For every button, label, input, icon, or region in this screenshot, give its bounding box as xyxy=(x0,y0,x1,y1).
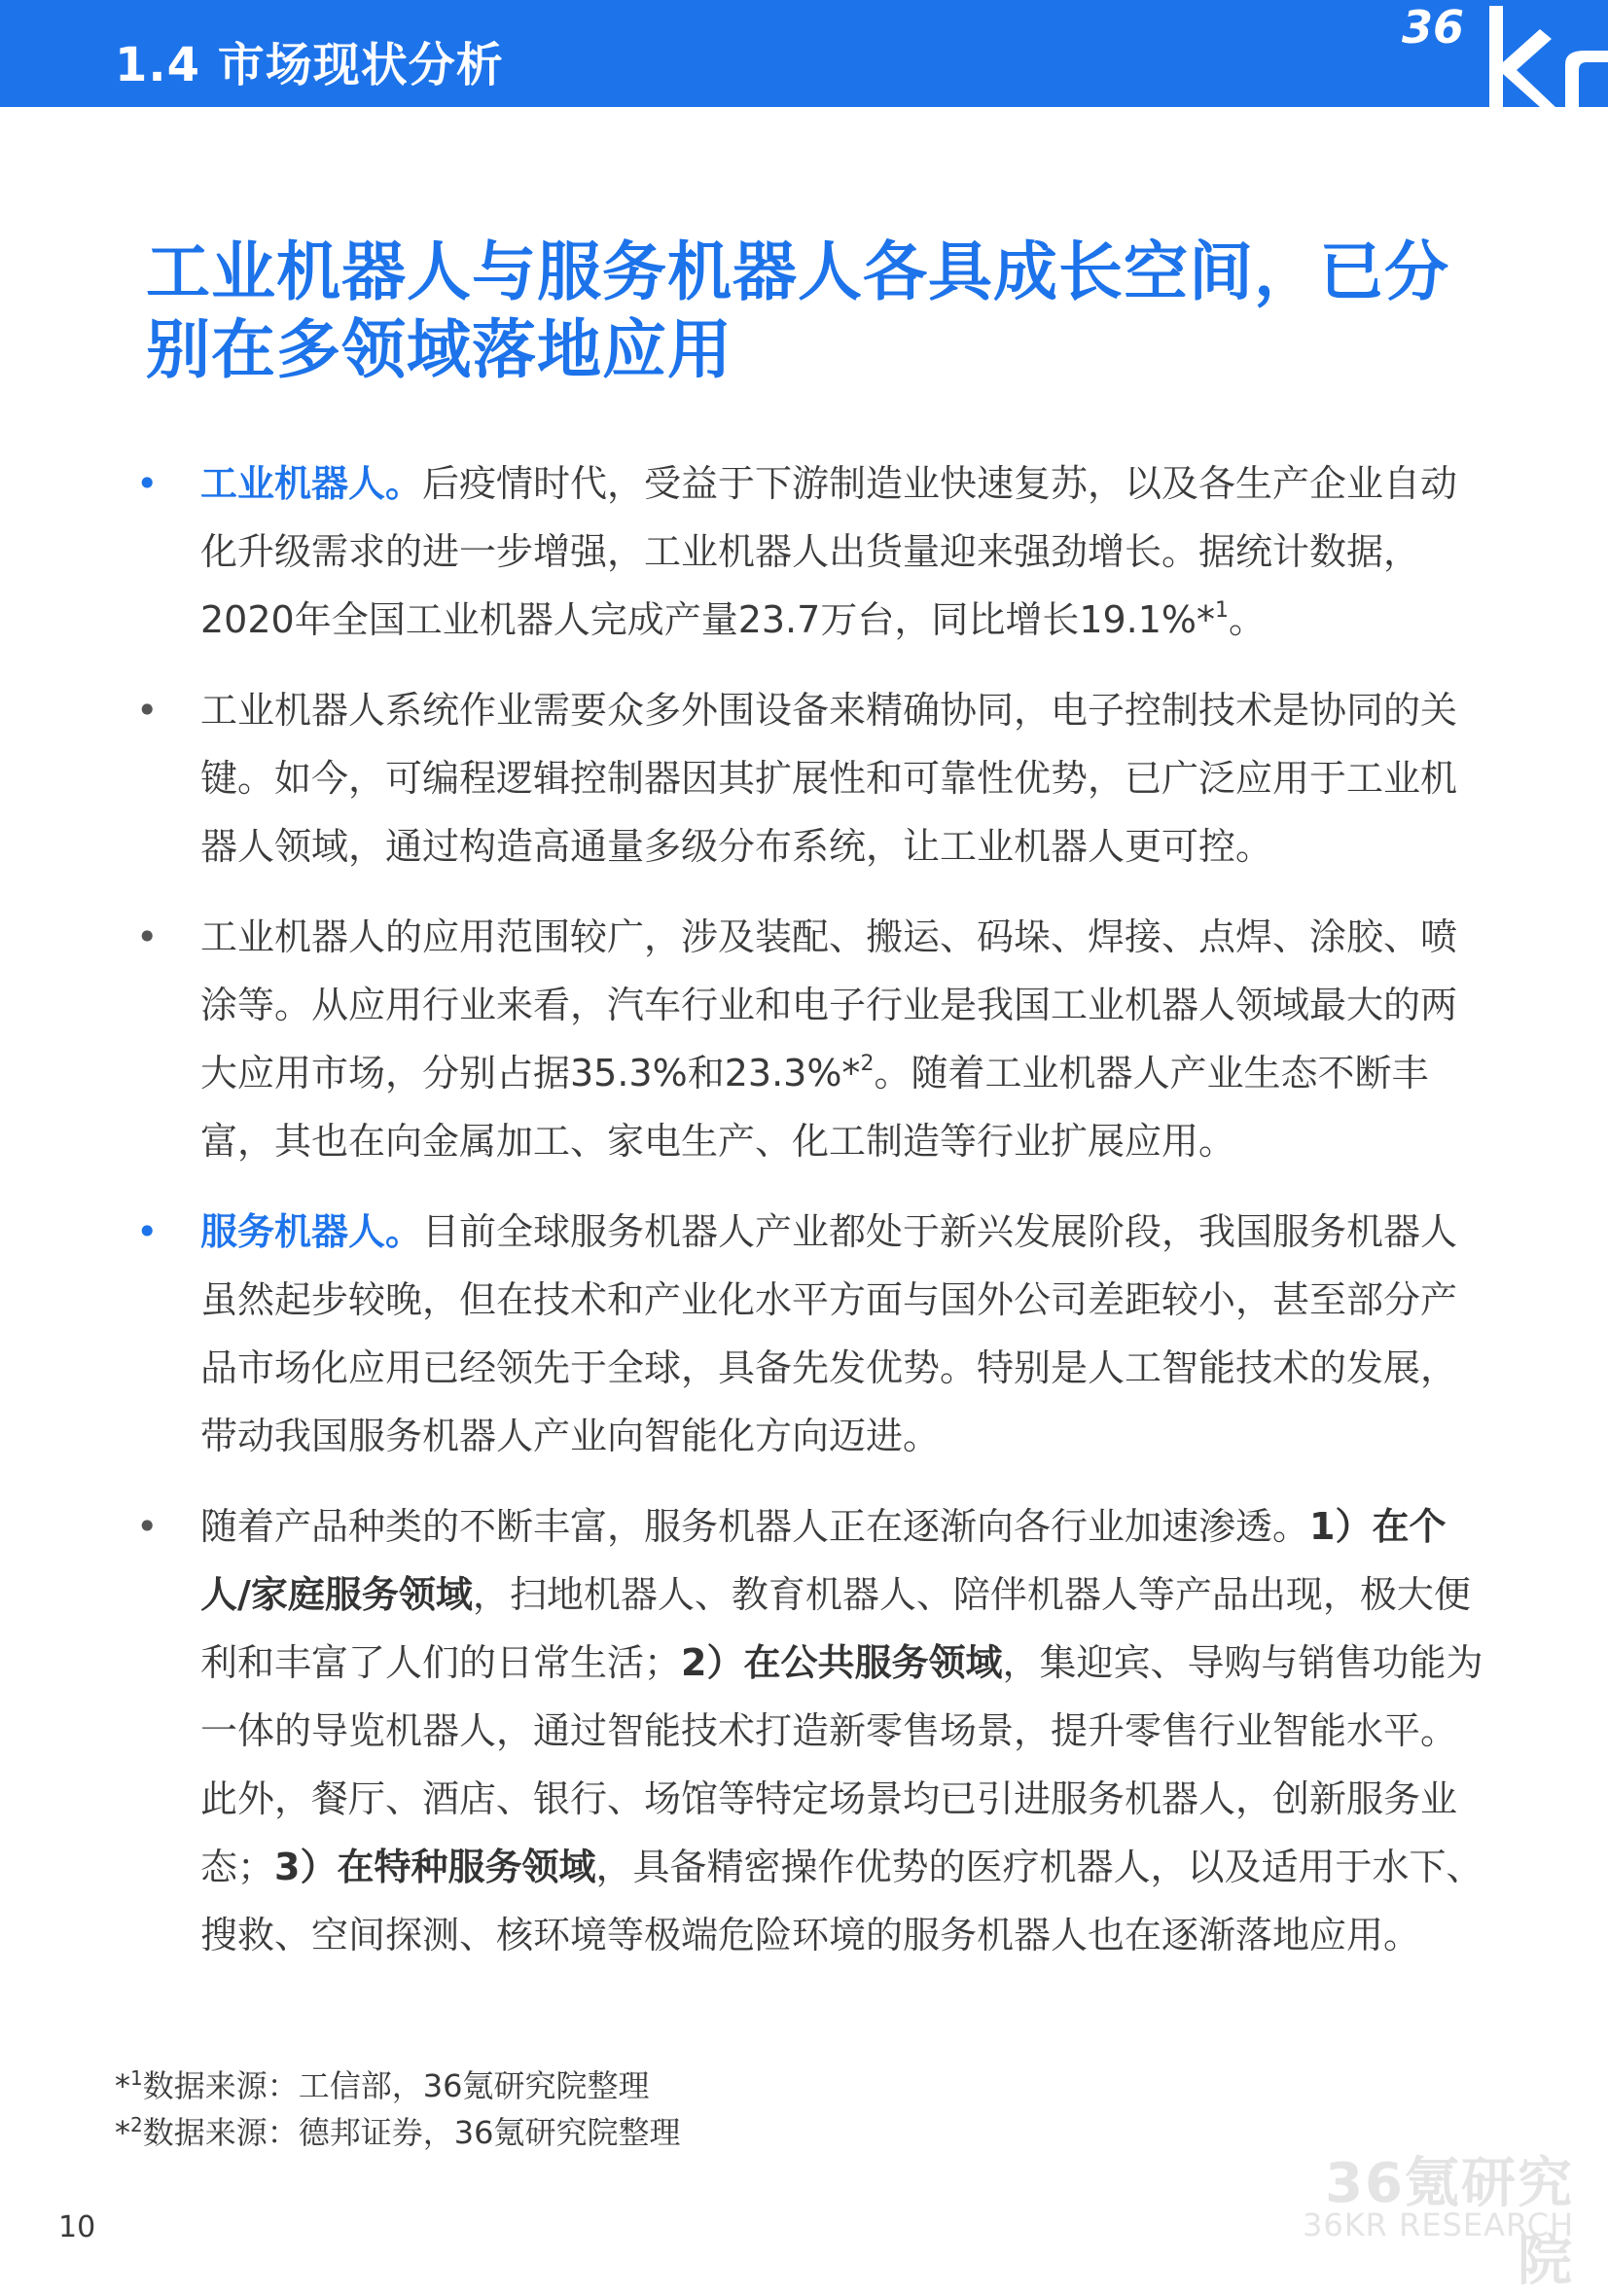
page-heading xyxy=(146,233,1508,389)
footnote-1 xyxy=(115,2063,1088,2109)
bullet-marker: • xyxy=(136,689,159,732)
footnote-mark: * xyxy=(115,2114,130,2151)
section-title: 1.4 市场现状分析 xyxy=(115,38,504,92)
bullet-service-domains xyxy=(136,1492,1488,1969)
emphasis-public-service: 2）在公共服务领域 xyxy=(681,1641,1003,1684)
svg-text:36: 36 xyxy=(1402,1,1465,54)
bullet-marker: • xyxy=(136,915,159,958)
footnote-ref: 1 xyxy=(1215,598,1230,623)
watermark-cn: 36氪研究院 xyxy=(1325,2152,1574,2293)
page-number: 10 xyxy=(58,2210,96,2244)
bullet-text: 目前全球服务机器人产业都处于新兴发展阶段，我国服务机器人虽然起步较晚，但在技术和产业化水平方面与国外公司差距较小，甚至部分产品市场化应用已经领先于全球，具备先发优势。特别是人工智能技术的发展，带动我国服务机器人产业向智能化方向迈进。 xyxy=(200,1210,1458,1457)
bullet-marker: • xyxy=(136,1505,159,1548)
bullet-lead: 服务机器人。 xyxy=(200,1210,423,1253)
footnote-text: 数据来源：德邦证券，36氪研究院整理 xyxy=(142,2114,681,2151)
bullet-text: ，集迎宾、导购与销售功能为一体的导览机器人，通过智能技术打造新零售场景，提升零售行业智能水平。此外，餐厅、酒店、银行、场馆等特定场景均已引进服务机器人，创新服务业态； xyxy=(200,1641,1483,1888)
footnote-number: 1 xyxy=(130,2066,143,2090)
bullet-text: ，具备精密操作优势的医疗机器人，以及适用于水下、搜救、空间探测、核环境等极端危险环境的服务机器人也在逐渐落地应用。 xyxy=(200,1846,1483,1956)
bullet-lead: 工业机器人。 xyxy=(200,462,423,505)
bullet-text: 工业机器人的应用范围较广，涉及装配、搬运、码垛、焊接、点焊、涂胶、喷涂等。从应用行业来看，汽车行业和电子行业是我国工业机器人领域最大的两大应用市场，分别占据35.3%和23.3%* xyxy=(200,915,1458,1094)
footnotes xyxy=(115,2063,1088,2156)
bullet-list xyxy=(136,449,1488,1991)
bullet-text: ，扫地机器人、教育机器人、陪伴机器人等产品出现，极大便利和丰富了人们的日常生活； xyxy=(200,1573,1471,1684)
bullet-marker: • xyxy=(136,1210,159,1253)
footnote-ref: 2 xyxy=(860,1052,875,1076)
watermark-en: 36KR RESEARCH xyxy=(1302,2206,1574,2243)
bullet-control-tech xyxy=(136,676,1488,880)
footnote-2 xyxy=(115,2109,1088,2156)
bullet-service-robots xyxy=(136,1198,1488,1470)
bullet-industrial-robots xyxy=(136,449,1488,654)
bullet-tail: 。随着工业机器人产业生态不断丰富，其也在向金属加工、家电生产、化工制造等行业扩展应用。 xyxy=(200,1052,1429,1163)
36kr-logo xyxy=(1394,0,1608,107)
heading-line-2: 别在多领域落地应用 xyxy=(146,312,733,387)
header-bar xyxy=(0,0,1608,107)
emphasis-special-service: 3）在特种服务领域 xyxy=(274,1846,596,1888)
bullet-marker: • xyxy=(136,462,159,505)
heading-line-1: 工业机器人与服务机器人各具成长空间，已分 xyxy=(146,234,1449,309)
footnote-text: 数据来源：工信部，36氪研究院整理 xyxy=(142,2067,650,2104)
bullet-text: 后疫情时代，受益于下游制造业快速复苏，以及各生产企业自动化升级需求的进一步增强，工业机器人出货量迎来强劲增长。据统计数据，2020年全国工业机器人完成产量23.7万台，同比增长19.1%* xyxy=(200,462,1458,641)
bullet-text: 随着产品种类的不断丰富，服务机器人正在逐渐向各行业加速渗透。 xyxy=(200,1505,1310,1548)
bullet-applications xyxy=(136,903,1488,1175)
bullet-tail: 。 xyxy=(1229,598,1267,641)
bullet-text: 工业机器人系统作业需要众多外围设备来精确协同，电子控制技术是协同的关键。如今，可编程逻辑控制器因其扩展性和可靠性优势，已广泛应用于工业机器人领域，通过构造高通量多级分布系统，让工业机器人更可控。 xyxy=(200,689,1458,868)
footnote-mark: * xyxy=(115,2067,130,2104)
footnote-number: 2 xyxy=(130,2113,143,2136)
emphasis-personal-home: 1）在个人/家庭服务领域 xyxy=(200,1505,1447,1616)
